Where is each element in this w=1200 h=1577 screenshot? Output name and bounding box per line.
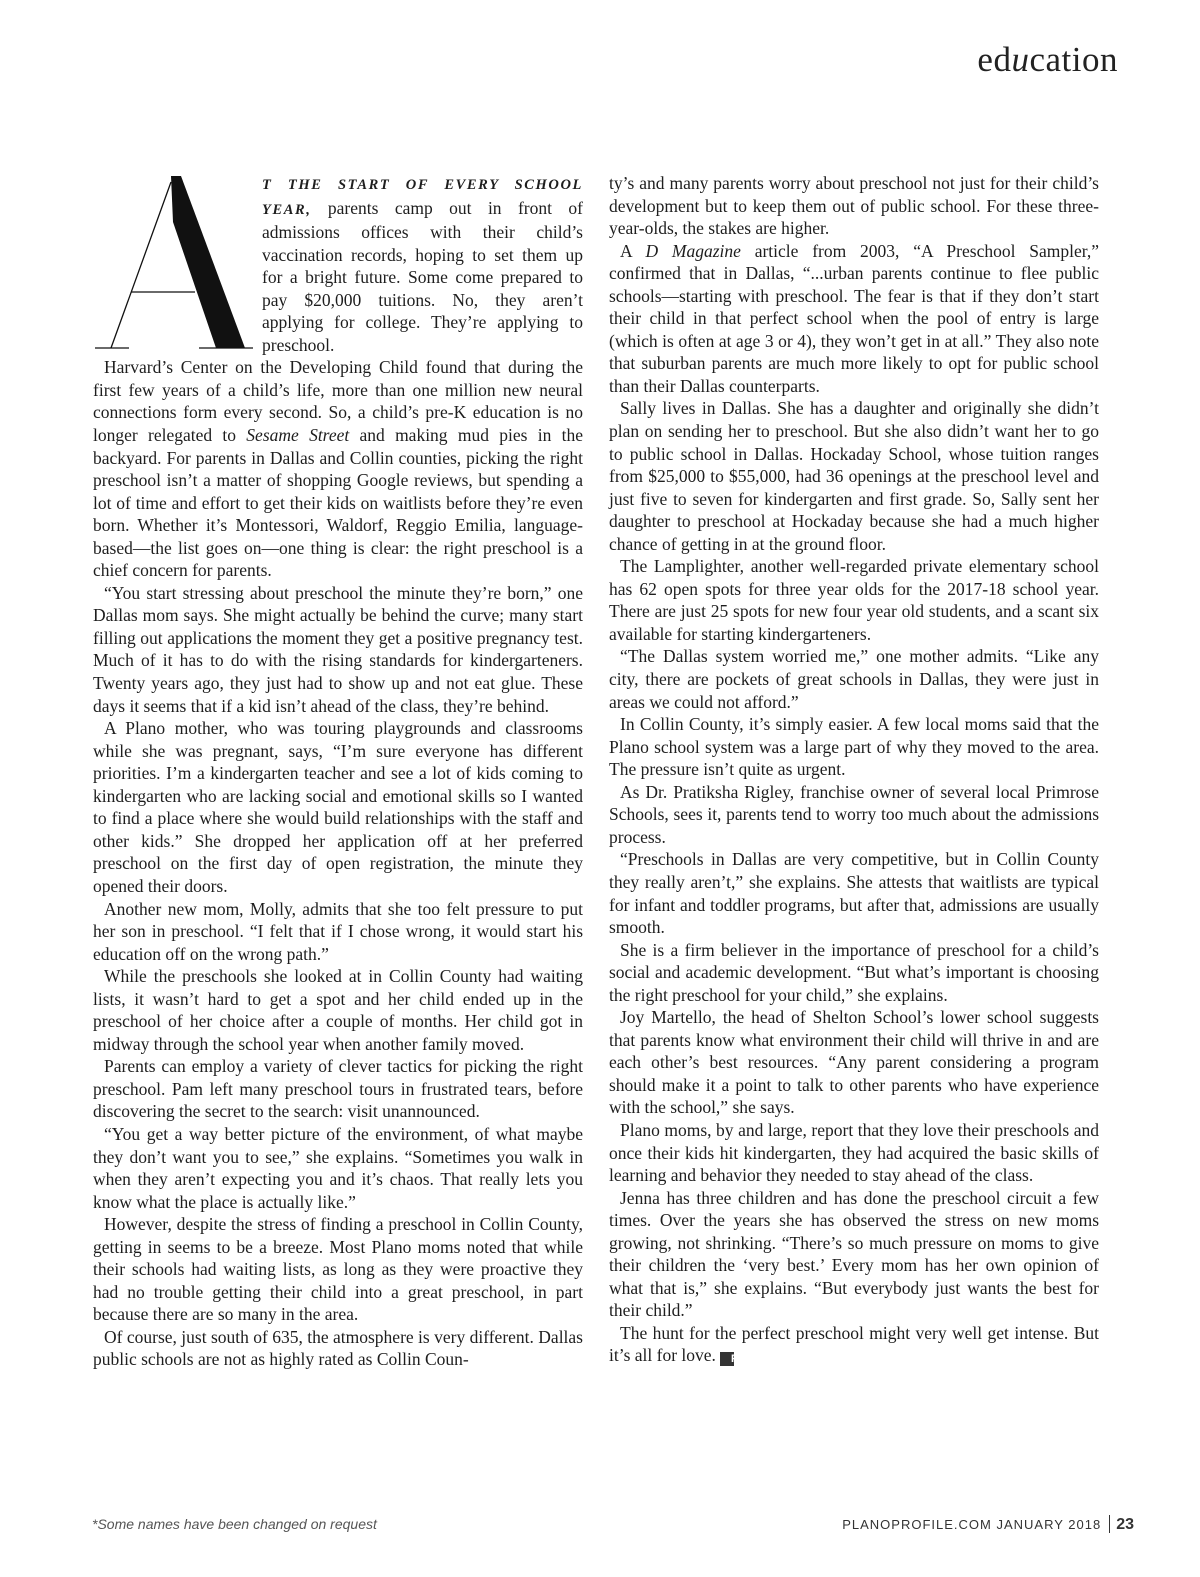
article-paragraph: However, despite the stress of finding a preschool in Collin County, getting in seems to be a breeze. Most Plano moms noted that while their schools had waiting lists, as long as they were proactive they had no trouble getting their child into a great preschool, in part because there are so many in the area. (93, 1214, 583, 1325)
article-column-right (609, 172, 1099, 1367)
article-paragraph: A Plano mother, who was touring playgrounds and classrooms while she was pregnant, says, “I’m sure everyone has different priorities. I’m a kindergarten teacher and see a lot of kids coming to kindergarten who are lacking social and emotional skills so I wanted to find a place where she would build relationships with the staff and other kids.” She dropped her application off at her preferred preschool on the first day of open registration, the minute they opened their doors. (93, 718, 583, 896)
article-paragraph: Parents can employ a variety of clever tactics for picking the right preschool. Pam left many preschool tours in frustrated tears, before discovering the secret to the search: visit unannounced. (93, 1056, 583, 1122)
article-paragraph: “You get a way better picture of the environment, of what maybe they don’t want you to see,” she explains. “Sometimes you walk in when they aren’t expecting you and it’s chaos. That really lets you know what the place is actually like.” (93, 1123, 583, 1212)
article-paragraph: “The Dallas system worried me,” one mother admits. “Like any city, there are pockets of great schools in Dallas, they were just in areas we could not afford.” (609, 646, 1099, 712)
folio (842, 1515, 1134, 1534)
article-paragraph: “You start stressing about preschool the minute they’re born,” one Dallas mom says. She might actually be behind the curve; many start filling out applications the moment they get a positive pregnancy test. Much of it has to do with the rising standards for kindergarteners. Twenty years ago, they just had to show up and not eat glue. These days it seems that if a kid isn’t ahead of the class, they’re behind. (93, 582, 583, 716)
article-paragraph: She is a firm believer in the importance of preschool for a child’s social and academic development. “But what’s important is choosing the right preschool for your child,” she explains. (609, 939, 1099, 1005)
article-paragraph: “Preschools in Dallas are very competitive, but in Collin County they really aren’t,” she explains. She attests that waitlists are typical for infant and toddler programs, but after that, admissions are usually smooth. (609, 849, 1099, 938)
dropcap (93, 174, 262, 352)
article-paragraph: ty’s and many parents worry about preschool not just for their child’s development but to keep them out of public school. For these three-year-olds, the stakes are higher. (609, 173, 1099, 239)
article-paragraph: Jenna has three children and has done the preschool circuit a few times. Over the years she has observed the stress on new moms growing, not shrinking. “There’s so much pressure on moms to give their children the ‘very best.’ Every mom has her own opinion of what that is,” she explains. “But everybody just wants the best for their child.” (609, 1187, 1099, 1321)
article-paragraph: In Collin County, it’s simply easier. A few local moms said that the Plano school system was a large part of why they moved to the area. The pressure isn’t quite as urgent. (609, 714, 1099, 780)
article-paragraph: The hunt for the perfect preschool might very well get intense. But it’s all for love. P (609, 1322, 1099, 1366)
article-paragraph: While the preschools she looked at in Collin County had waiting lists, it wasn’t hard to get a spot and her child ended up in the preschool of her choice after a couple of months. Her child got in midway through the school year when another family moved. (93, 966, 583, 1054)
article-paragraph: Sally lives in Dallas. She has a daughter and originally she didn’t plan on sending her to preschool. But she also didn’t want her to go to public school in Dallas. Hockaday School, whose tuition ranges from $25,000 to $55,000, had 36 openings at the preschool level and just five to seven for kindergarten and first grade. So, Sally sent her daughter to preschool at Hockaday because she had a much higher chance of getting in at the ground floor. (609, 398, 1099, 554)
folio-divider (1109, 1515, 1110, 1533)
section-title (977, 40, 1118, 80)
publication-title: Sesame Street (246, 425, 350, 446)
lead-in: T THE START OF EVERY SCHOOL YEAR, (262, 177, 583, 218)
article-paragraph: As Dr. Pratiksha Rigley, franchise owner of several local Primrose Schools, sees it, parents tend to worry too much about the admissions process. (609, 781, 1099, 847)
page-number: 23 (1116, 1516, 1134, 1533)
article-paragraph: Plano moms, by and large, report that they love their preschools and once their kids hit kindergarten, they had acquired the basic skills of learning and behavior they needed to stay ahead of the class. (609, 1119, 1099, 1186)
article-paragraph: The Lamplighter, another well-regarded private elementary school has 62 open spots for three year olds for the 2017-18 school year. There are just 25 spots for new four year old students, and a scant six available for starting kindergarteners. (609, 556, 1099, 644)
article-column-left (93, 172, 583, 1371)
article-paragraph: A D Magazine article from 2003, “A Preschool Sampler,” confirmed that in Dallas, “...urban parents continue to flee public schools—starting with preschool. The fear is that if they don’t start their child in that perfect school when the pool of entry is large (which is often at age 3 or 4), they won’t get in at all.” They also note that suburban parents are much more likely to opt for public school than their Dallas counterparts. (609, 240, 1099, 396)
end-mark-icon: P (720, 1352, 734, 1366)
article-paragraph: Of course, just south of 635, the atmosphere is very different. Dallas public schools are not as highly rated as Collin Coun- (93, 1326, 583, 1370)
section-title-italic: u (1011, 40, 1030, 79)
article-paragraph: Another new mom, Molly, admits that she too felt pressure to put her son in preschool. “I felt that if I chose wrong, it would start his education off on the wrong path.” (93, 898, 583, 964)
publication-title: D Magazine (645, 240, 741, 261)
article-paragraph: Joy Martello, the head of Shelton School’s lower school suggests that parents know what environment their child will thrive in and are each other’s best resources. “Any parent considering a program should make it a point to talk to other parents who have experience with the school,” she says. (609, 1007, 1099, 1118)
article-paragraph: T THE START OF EVERY SCHOOL YEAR, parents camp out in front of admissions offices with their child’s vaccination records, hoping to set them up for a bright future. Some come prepared to pay $20,000 tuitions. No, they aren’t applying for college. They’re applying to preschool. (262, 177, 583, 355)
dropcap-letter-graphic (93, 174, 253, 354)
article-paragraph: Harvard’s Center on the Developing Child found that during the first few years of a child’s life, more than one million new neural connections form every second. So, a child’s pre-K education is no longer relegated to Sesame Street and making mud pies in the backyard. For parents in Dallas and Collin counties, picking the right preschool isn’t a matter of shopping Google reviews, but spending a lot of time and effort to get their kids on waitlists before they’re even born. Whether it’s Montessori, Waldorf, Reggio Emilia, language-based—the list goes on—one thing is clear: the right preschool is a chief concern for parents. (93, 357, 583, 581)
folio-site-issue: PLANOPROFILE.COM JANUARY 2018 (842, 1517, 1102, 1532)
section-title-post: cation (1029, 40, 1118, 79)
footer-note: *Some names have been changed on request (92, 1516, 377, 1532)
section-title-pre: ed (977, 40, 1012, 79)
